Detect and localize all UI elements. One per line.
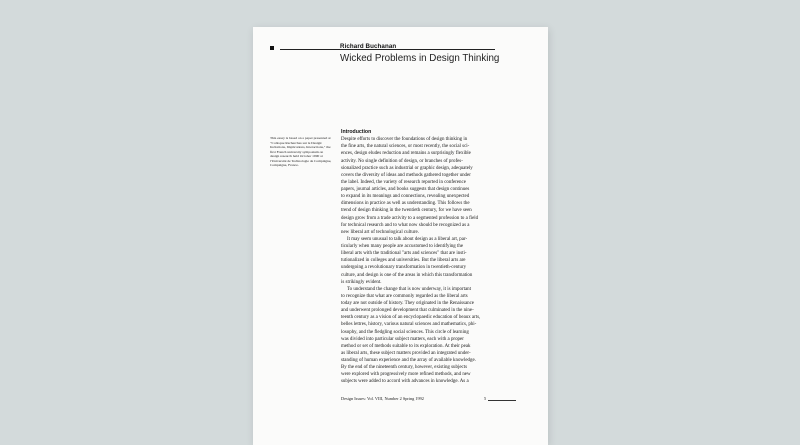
journal-citation: Design Issues: Vol. VIII, Number 2 Spring 1992	[341, 396, 424, 401]
body-line: to expand in its meanings and connections, revealing unexpected	[341, 194, 470, 200]
body-line: design grow from a trade activity to a segmented profession to a field	[341, 215, 479, 221]
body-line: Despite efforts to discover the foundations of design thinking in	[341, 137, 468, 143]
body-line: undergoing a revolutionary transformation in twentieth-century	[341, 265, 467, 271]
body-line: It may seem unusual to talk about design as a liberal art, par-	[347, 236, 468, 242]
body-line: culture, and design is one of the areas in which this transformation	[341, 272, 473, 278]
body-line: for technical research and to what now should be recognized as a	[341, 222, 470, 228]
body-line: standing of human experience and the array of available knowledge.	[341, 358, 476, 363]
side-note-line: l'Université de Technologie de Compiègne,	[270, 158, 332, 163]
body-line: activity. No single definition of design, or branches of profes-	[341, 158, 463, 164]
side-note-line: "Colloque Recherches sur le Design:	[270, 140, 323, 145]
body-line: By the end of the nineteenth century, however, existing subjects	[341, 365, 468, 371]
body-line: new liberal art of technological culture.	[341, 229, 419, 235]
header-square-mark	[270, 46, 274, 50]
body-line: ticularly when many people are accustomed to identifying the	[341, 244, 464, 249]
body-line: and underwent prolonged development that culminated in the nine-	[341, 308, 474, 314]
side-note-line: This essay is based on a paper presented at	[270, 136, 331, 140]
body-line: covers the diversity of ideas and methods gathered together under	[341, 172, 471, 178]
body-line: today are not outside of history. They originated in the Renaissance	[341, 301, 475, 306]
body-line: is strikingly evident.	[341, 279, 382, 285]
side-note-line: design research held October 1990 at	[270, 154, 323, 159]
body-line: belles lettres, history, various natural sciences and mathematics, phi-	[341, 322, 477, 328]
page-number: 5	[484, 396, 487, 401]
side-note-line: Incitations, Implications, Interactions," the	[270, 145, 331, 150]
body-line: as liberal arts, these subject matters provided an integrated under-	[341, 350, 471, 356]
body-line: To understand the change that is now underway, it is important	[347, 286, 471, 292]
body-line: sionalized practice such as industrial or graphic design, adequately	[341, 165, 473, 171]
side-note	[270, 136, 334, 168]
section-heading: Introduction	[341, 129, 372, 135]
article-title: Wicked Problems in Design Thinking	[340, 53, 500, 64]
author-name: Richard Buchanan	[340, 43, 397, 50]
body-line: dimensions in practice as well as understanding. This follows the	[341, 201, 470, 207]
body-line: were explored with progressively more refined methods, and new	[341, 372, 471, 378]
body-line: liberal arts with the traditional "arts and sciences" that are insti-	[341, 251, 467, 257]
body-line: teenth century as a vision of an encyclopaedic education of beaux arts,	[341, 315, 481, 321]
body-line: the fine arts, the natural sciences, or most recently, the social sci-	[341, 144, 470, 150]
body-line: subjects were added to accord with advances in knowledge. As a	[341, 379, 469, 385]
body-line: the label. Indeed, the variety of research reported in conference	[341, 179, 466, 185]
document-page	[253, 27, 548, 445]
body-line: ences, design eludes reduction and remains a surprisingly flexible	[341, 151, 471, 157]
body-line: losophy, and the fledgling social sciences. This circle of learning	[341, 329, 469, 335]
side-note-line: first French university symposium on	[270, 149, 324, 154]
body-line: trend of design thinking in the twentieth century, for we have seen	[341, 208, 472, 214]
body-line: papers, journal articles, and books suggests that design continues	[341, 187, 470, 192]
body-line: method or set of methods suitable to its exploration. At their peak	[341, 343, 471, 349]
footer-rule	[488, 400, 516, 401]
body-line: was divided into particular subject matters, each with a proper	[341, 336, 464, 342]
body-line: tutionalized in colleges and universities. But the liberal arts are	[341, 258, 466, 264]
body-line: to recognize that what are commonly regarded as the liberal arts	[341, 293, 468, 299]
body-column	[341, 129, 496, 386]
side-note-line: Compiègne, France.	[270, 163, 299, 168]
